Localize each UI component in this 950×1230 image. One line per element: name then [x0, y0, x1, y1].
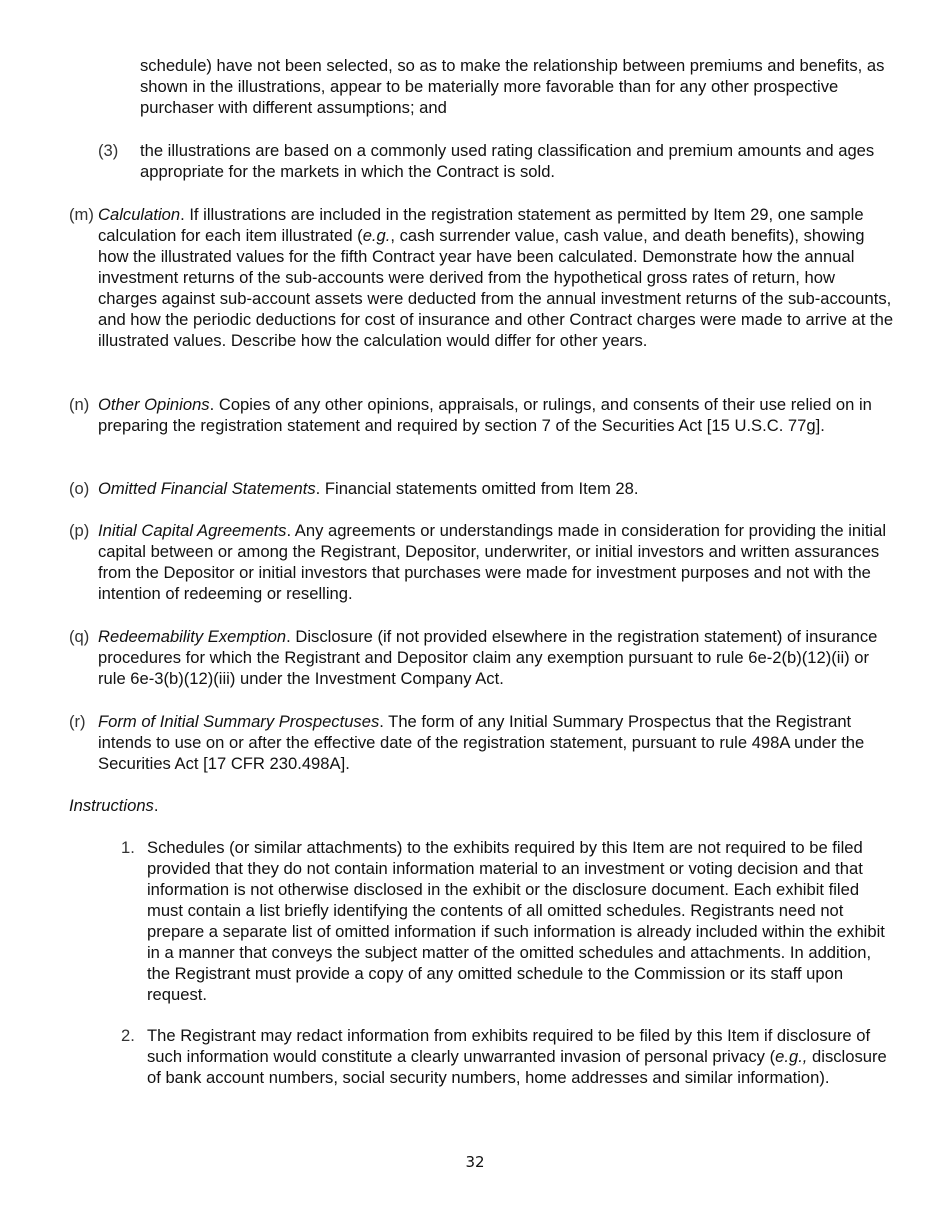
item-m-text	[98, 204, 898, 351]
item-q-text	[98, 626, 898, 689]
item-n-heading: Other Opinions	[98, 395, 210, 414]
instruction-1-marker: 1.	[121, 838, 135, 857]
instruction-2-eg: e.g.,	[775, 1047, 808, 1066]
instruction-1-text: Schedules (or similar attachments) to the exhibits required by this Item are not required to be filed provided that they do not contain information material to an investment or voting decision and that information is not otherwise disclosed in the exhibit or the disclosure document. Each exhibit filed must contain a list briefly identifying the contents of all omitted schedules. Registrants need not prepare a separate list of omitted information if such information is already included within the exhibit in a manner that conveys the subject matter of the omitted schedules and attachments. In addition, the Registrant must provide a copy of any omitted schedule to the Commission or its staff upon request.	[147, 838, 885, 1004]
item-p-text	[98, 520, 898, 604]
item-m-heading: Calculation	[98, 205, 181, 224]
item-o-marker: (o)	[69, 479, 90, 498]
item-r-body: . The form of any Initial Summary Prospectus that the Registrant intends to use on or after the effective date of the registration statement, pursuant to rule 498A under the Securities Act [17 CFR 230.498A].	[98, 712, 865, 773]
item-o-heading: Omitted Financial Statements	[98, 479, 316, 498]
item-p-marker: (p)	[69, 521, 90, 540]
item-p-body: . Any agreements or understandings made in consideration for providing the initial capital between or among the Registrant, Depositor, underwriter, or initial investors and written assurances from the Depositor or initial investors that purchases were made for investment purposes and not with the intention of redeeming or reselling.	[98, 521, 887, 603]
item-n-body: . Copies of any other opinions, appraisals, or rulings, and consents of their use relied on in preparing the registration statement and required by section 7 of the Securities Act [15 U.S.C. 77g].	[98, 395, 872, 435]
item-r-heading: Form of Initial Summary Prospectuses	[98, 712, 380, 731]
item-m-eg: e.g.	[362, 226, 391, 245]
item-3-text: the illustrations are based on a commonly used rating classification and premium amounts and ages appropriate for the markets in which the Contract is sold.	[140, 141, 875, 181]
continuation-paragraph: schedule) have not been selected, so as to make the relationship between premiums and benefits, as shown in the illustrations, appear to be materially more favorable than for any other prospective purchaser with different assumptions; and	[140, 56, 885, 117]
instruction-2-body-b: disclosure of bank account numbers, social security numbers, home addresses and similar information).	[147, 1047, 887, 1087]
item-n-text	[98, 394, 898, 436]
item-3-marker: (3)	[98, 141, 119, 160]
instructions-heading	[69, 795, 158, 816]
item-m-body-a: . If illustrations are included in the registration statement as permitted by Item 29, one sample calculation for each item illustrated (	[98, 205, 864, 245]
item-o-body: . Financial statements omitted from Item 28.	[315, 479, 639, 498]
item-q-body: . Disclosure (if not provided elsewhere in the registration statement) of insurance procedures for which the Registrant and Depositor claim any exemption pursuant to rule 6e-2(b)(12)(ii) or rule 6e-3(b)(12)(iii) under the Investment Company Act.	[98, 627, 878, 688]
instruction-2-body-a: The Registrant may redact information from exhibits required to be filed by this Item if disclosure of such information would constitute a clearly unwarranted invasion of personal privacy (	[147, 1026, 871, 1066]
instruction-2-marker: 2.	[121, 1026, 135, 1045]
instructions-heading-text: Instructions	[69, 796, 154, 815]
item-n-marker: (n)	[69, 395, 90, 414]
item-q-heading: Redeemability Exemption	[98, 627, 287, 646]
item-m-marker: (m)	[69, 205, 94, 224]
instructions-heading-period: .	[153, 796, 159, 815]
item-q-marker: (q)	[69, 627, 90, 646]
item-r-text	[98, 711, 898, 774]
page-number: 32	[465, 1153, 485, 1171]
item-r-marker: (r)	[69, 712, 86, 731]
item-o-text	[98, 478, 898, 499]
item-m-body-b: , cash surrender value, cash value, and death benefits), showing how the illustrated values for the fifth Contract year have been calculated. Demonstrate how the annual investment returns of the sub-accounts were derived from the hypothetical gross rates of return, how charges against sub-account assets were deducted from the annual investment returns of the sub-accounts, and how the periodic deductions for cost of insurance and other Contract charges were made to arrive at the illustrated values. Describe how the calculation would differ for other years.	[98, 226, 894, 350]
item-p-heading: Initial Capital Agreements	[98, 521, 287, 540]
instruction-2-text	[147, 1025, 897, 1088]
